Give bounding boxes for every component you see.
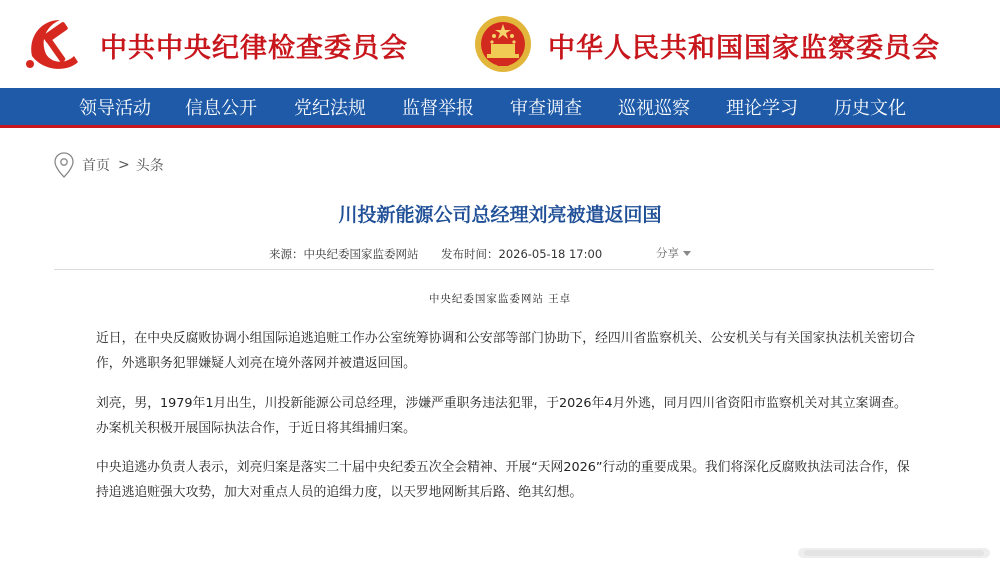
share-button[interactable] (656, 245, 691, 261)
share-label: 分享 (656, 246, 679, 260)
nav-item-report[interactable]: 监督举报 (402, 98, 474, 119)
time-value: 2026-05-18 17:00 (498, 247, 603, 261)
watermark-image (798, 545, 990, 561)
nav-item-theory[interactable]: 理论学习 (726, 98, 798, 119)
article-paragraph: 近日，在中央反腐败协调小组国际追逃追赃工作办公室统筹协调和公安部等部门协助下，经四川省监察机关、公安机关与有关国家执法机关密切合作，外逃职务犯罪嫌疑人刘亮在境外落网并被遣返回国。 (96, 331, 915, 371)
national-emblem-icon[interactable] (473, 14, 533, 74)
article-time (441, 246, 602, 262)
time-label: 发布时间： (441, 247, 499, 261)
hammer-sickle-emblem-icon[interactable] (22, 12, 82, 72)
article-source (269, 246, 419, 262)
article-byline: 中央纪委国家监委网站 王卓 (428, 293, 572, 305)
main-nav (0, 88, 1000, 128)
chevron-down-icon (683, 251, 691, 256)
nav-item-regulations[interactable]: 党纪法规 (294, 98, 366, 119)
nav-item-history[interactable]: 历史文化 (834, 98, 906, 119)
article-paragraph: 中央追逃办负责人表示，刘亮归案是落实二十届中央纪委五次全会精神、开展“天网2026”行动的重要成果。我们将深化反腐败执法司法合作，保持追逃追赃强大攻势，加大对重点人员的追缉力度，以天罗地网断其后路、绝其幻想。 (96, 460, 910, 500)
nav-item-leadership[interactable]: 领导活动 (79, 98, 151, 119)
nav-item-disclosure[interactable]: 信息公开 (185, 98, 257, 119)
divider (54, 269, 934, 270)
breadcrumb-current[interactable]: 头条 (135, 158, 164, 174)
breadcrumb (54, 152, 164, 178)
source-label: 来源： (269, 247, 304, 261)
site-header (0, 0, 1000, 88)
location-pin-icon (54, 152, 74, 178)
source-value: 中央纪委国家监委网站 (303, 247, 419, 261)
breadcrumb-home[interactable]: 首页 (82, 158, 110, 174)
breadcrumb-separator: > (118, 157, 130, 173)
ccdi-title[interactable]: 中共中央纪律检查委员会 (100, 33, 408, 64)
nav-item-investigation[interactable]: 审查调查 (510, 98, 582, 119)
nsc-title[interactable]: 中华人民共和国国家监察委员会 (548, 33, 940, 64)
article-title: 川投新能源公司总经理刘亮被遣返回国 (338, 204, 662, 226)
article-paragraph: 刘亮，男，1979年1月出生，川投新能源公司总经理，涉嫌严重职务违法犯罪，于2026年4月外逃，同月四川省资阳市监察机关对其立案调查。办案机关积极开展国际执法合作，于近日将其缉捕归案。 (96, 396, 907, 436)
nav-item-inspection[interactable]: 巡视巡察 (618, 98, 690, 119)
